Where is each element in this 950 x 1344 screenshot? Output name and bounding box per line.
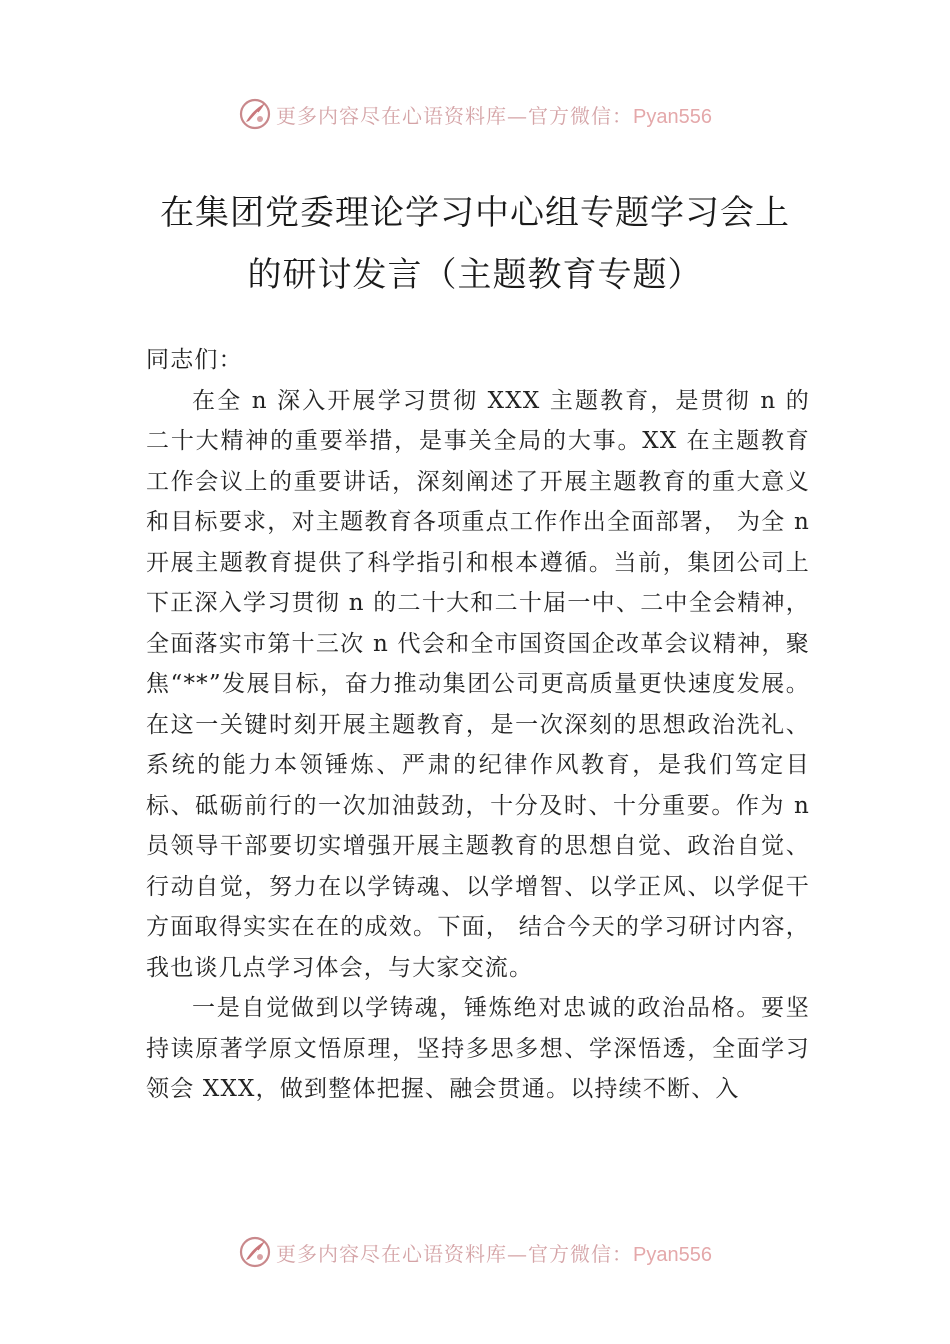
watermark-footer	[0, 1232, 950, 1272]
quill-logo-icon	[238, 1235, 272, 1269]
watermark-label: 更多内容尽在心语资料库—官方微信：	[276, 103, 634, 128]
watermark-label: 更多内容尽在心语资料库—官方微信：	[276, 1241, 634, 1266]
paragraph-point-one: 一是自觉做到以学铸魂，锤炼绝对忠诚的政治品格。要坚持读原著学原文悟原理，坚持多思多想、学深悟透，全面学习领会 XXX，做到整体把握、融会贯通。以持续不断、入	[146, 995, 810, 1102]
quill-logo-icon	[238, 97, 272, 131]
document-title	[120, 182, 830, 306]
watermark-wechat-id: Pyan556	[633, 105, 712, 128]
watermark-wechat-id: Pyan556	[633, 1243, 712, 1266]
salutation: 同志们：	[146, 347, 243, 373]
document-body	[146, 340, 810, 1110]
paragraph-intro: 在全 n 深入开展学习贯彻 XXX 主题教育，是贯彻 n 的二十大精神的重要举措，是事关全局的大事。XX 在主题教育工作会议上的重要讲话，深刻阐述了开展主题教育的重大意义和目标要求，对主题教育各项重点工作作出全面部署， 为全 n 开展主题教育提供了科学指引和根本遵循。当前，集团公司上下正深入学习贯彻 n 的二十大和二十届一中、二中全会精神，全面落实市第十三次 n 代会和全市国资国企改革会议精神，聚焦“**”发展目标，奋力推动集团公司更高质量更快速度发展。在这一关键时刻开展主题教育，是一次深刻的思想政治洗礼、系统的能力本领锤炼、严肃的纪律作风教育，是我们笃定目标、砥砺前行的一次加油鼓劲，十分及时、十分重要。作为 n 员领导干部要切实增强开展主题教育的思想自觉、政治自觉、行动自觉，努力在以学铸魂、以学增智、以学正风、以学促干方面取得实实在在的成效。下面， 结合今天的学习研讨内容，我也谈几点学习体会，与大家交流。	[146, 387, 810, 981]
watermark-text	[276, 100, 712, 129]
title-line-2: 的研讨发言（主题教育专题）	[247, 255, 703, 295]
title-line-1: 在集团党委理论学习中心组专题学习会上	[160, 193, 790, 233]
watermark-header	[0, 94, 950, 134]
watermark-text	[276, 1238, 712, 1267]
